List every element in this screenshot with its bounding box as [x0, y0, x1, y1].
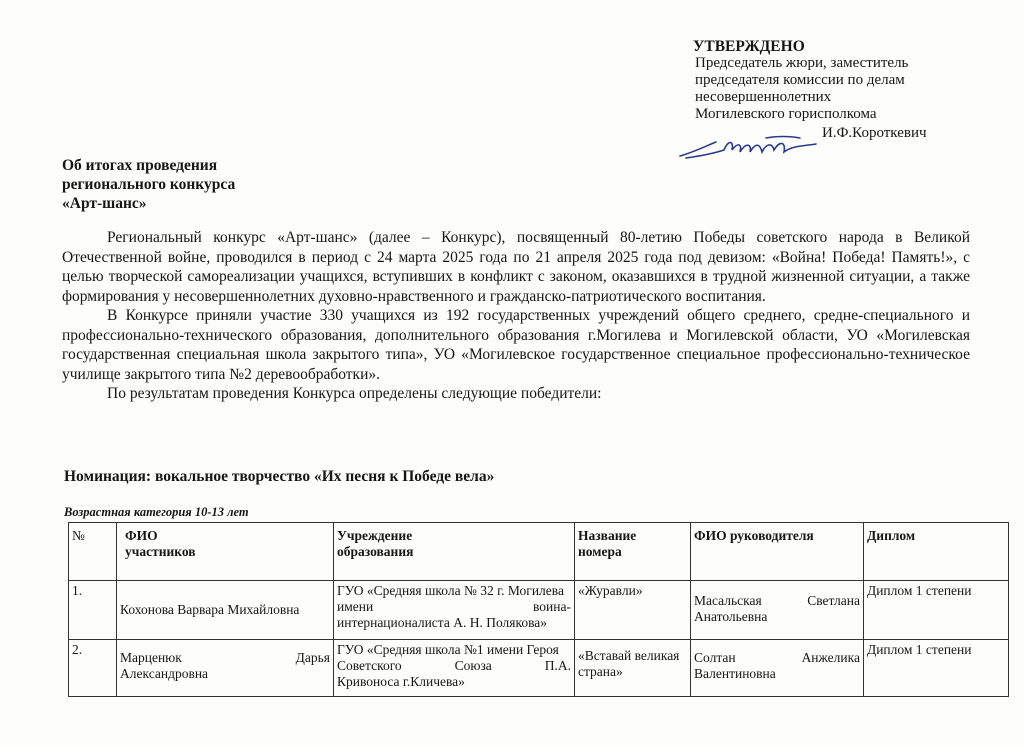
title-line: «Арт-шанс»	[62, 195, 147, 212]
row-participant-main: Марценюк Дарья	[120, 650, 330, 665]
row-institution-main: ГУО «Средняя школа №1 имени Героя Советского Союза П.А.	[337, 642, 571, 673]
header-song-line: номера	[578, 544, 622, 559]
row-institution	[334, 640, 575, 697]
row-song: «Журавли»	[575, 581, 691, 640]
table-header-row	[69, 523, 1009, 581]
approval-signer: И.Ф.Короткевич	[822, 125, 927, 141]
row-participant-tail: Александровна	[120, 666, 209, 681]
approval-block	[695, 38, 995, 142]
approval-line: председателя комиссии по делам	[695, 72, 905, 88]
approval-line: Могилевского горисполкома	[695, 106, 877, 122]
paragraph-winners: По результатам проведения Конкурса определены следующие победители:	[107, 385, 602, 402]
row-institution-main: ГУО «Средняя школа № 32 г. Могилева имени воина-	[337, 583, 571, 614]
row-institution-tail: интернационалиста А. Н. Полякова»	[337, 615, 548, 630]
row-leader-tail: Валентиновна	[694, 666, 776, 681]
title-line: регионального конкурса	[62, 176, 236, 193]
row-participant: Кохонова Варвара Михайловна	[117, 581, 334, 640]
document-body	[62, 228, 970, 404]
approval-header: УТВЕРЖДЕНО	[693, 38, 805, 55]
row-diploma: Диплом 1 степени	[864, 640, 1009, 697]
row-song: «Вставай великая страна»	[575, 640, 691, 697]
header-participant	[117, 523, 334, 581]
nomination-heading: Номинация: вокальное творчество «Их песня к Победе вела»	[64, 468, 495, 485]
table-row	[69, 640, 1009, 697]
header-participant-line: участников	[125, 544, 196, 559]
row-num: 1.	[69, 581, 117, 640]
row-leader	[691, 640, 864, 697]
row-participant	[117, 640, 334, 697]
title-line: Об итогах проведения	[62, 157, 218, 174]
header-participant-line: ФИО	[125, 528, 158, 543]
header-num: №	[69, 523, 117, 581]
row-diploma: Диплом 1 степени	[864, 581, 1009, 640]
header-song-line: Название	[578, 528, 637, 543]
header-institution-line: Учреждение	[337, 528, 413, 543]
paragraph-participants: В Конкурсе приняли участие 330 учащихся из 192 государственных учреждений общего среднего, средне-специального и профессионально-технического образования, дополнительного образования г.Могилева и Могилевской области, УО «Могилевская государственная специальная школа закрытого типа», УО «Могилевское государственное специальное профессионально-техническое училище закрытого типа №2 деревообработки».	[62, 307, 970, 383]
header-song-title	[575, 523, 691, 581]
handwritten-signature	[676, 132, 836, 164]
header-diploma: Диплом	[864, 523, 1009, 581]
row-num: 2.	[69, 640, 117, 697]
row-leader	[691, 581, 864, 640]
approval-line: несовершеннолетних	[695, 89, 832, 105]
row-leader-main: Солтан Анжелика	[694, 650, 860, 665]
header-institution-line: образования	[337, 544, 414, 559]
row-leader-main: Масальская Светлана	[694, 593, 860, 608]
row-institution	[334, 581, 575, 640]
approval-line: Председатель жюри, заместитель	[695, 55, 909, 71]
row-institution-tail: Кривоноса г.Кличева»	[337, 674, 465, 689]
table-row	[69, 581, 1009, 640]
row-leader-tail: Анатольевна	[694, 609, 768, 624]
document-title	[62, 156, 235, 213]
header-institution	[334, 523, 575, 581]
header-leader: ФИО руководителя	[691, 523, 864, 581]
results-table	[68, 522, 1009, 697]
age-category-label: Возрастная категория 10-13 лет	[64, 505, 249, 519]
paragraph-intro: Региональный конкурс «Арт-шанс» (далее – Конкурс), посвященный 80-летию Победы советского народа в Великой Отечественной войне, проводился в период с 24 марта 2025 года по 21 апреля 2025 года под девизом: «Война! Победа! Память!», с целью творческой самореализации учащихся, вступивших в конфликт с законом, оказавшихся в трудной жизненной ситуации, а также формирования у несовершеннолетних духовно-нравственного и гражданско-патриотического воспитания.	[62, 229, 970, 305]
